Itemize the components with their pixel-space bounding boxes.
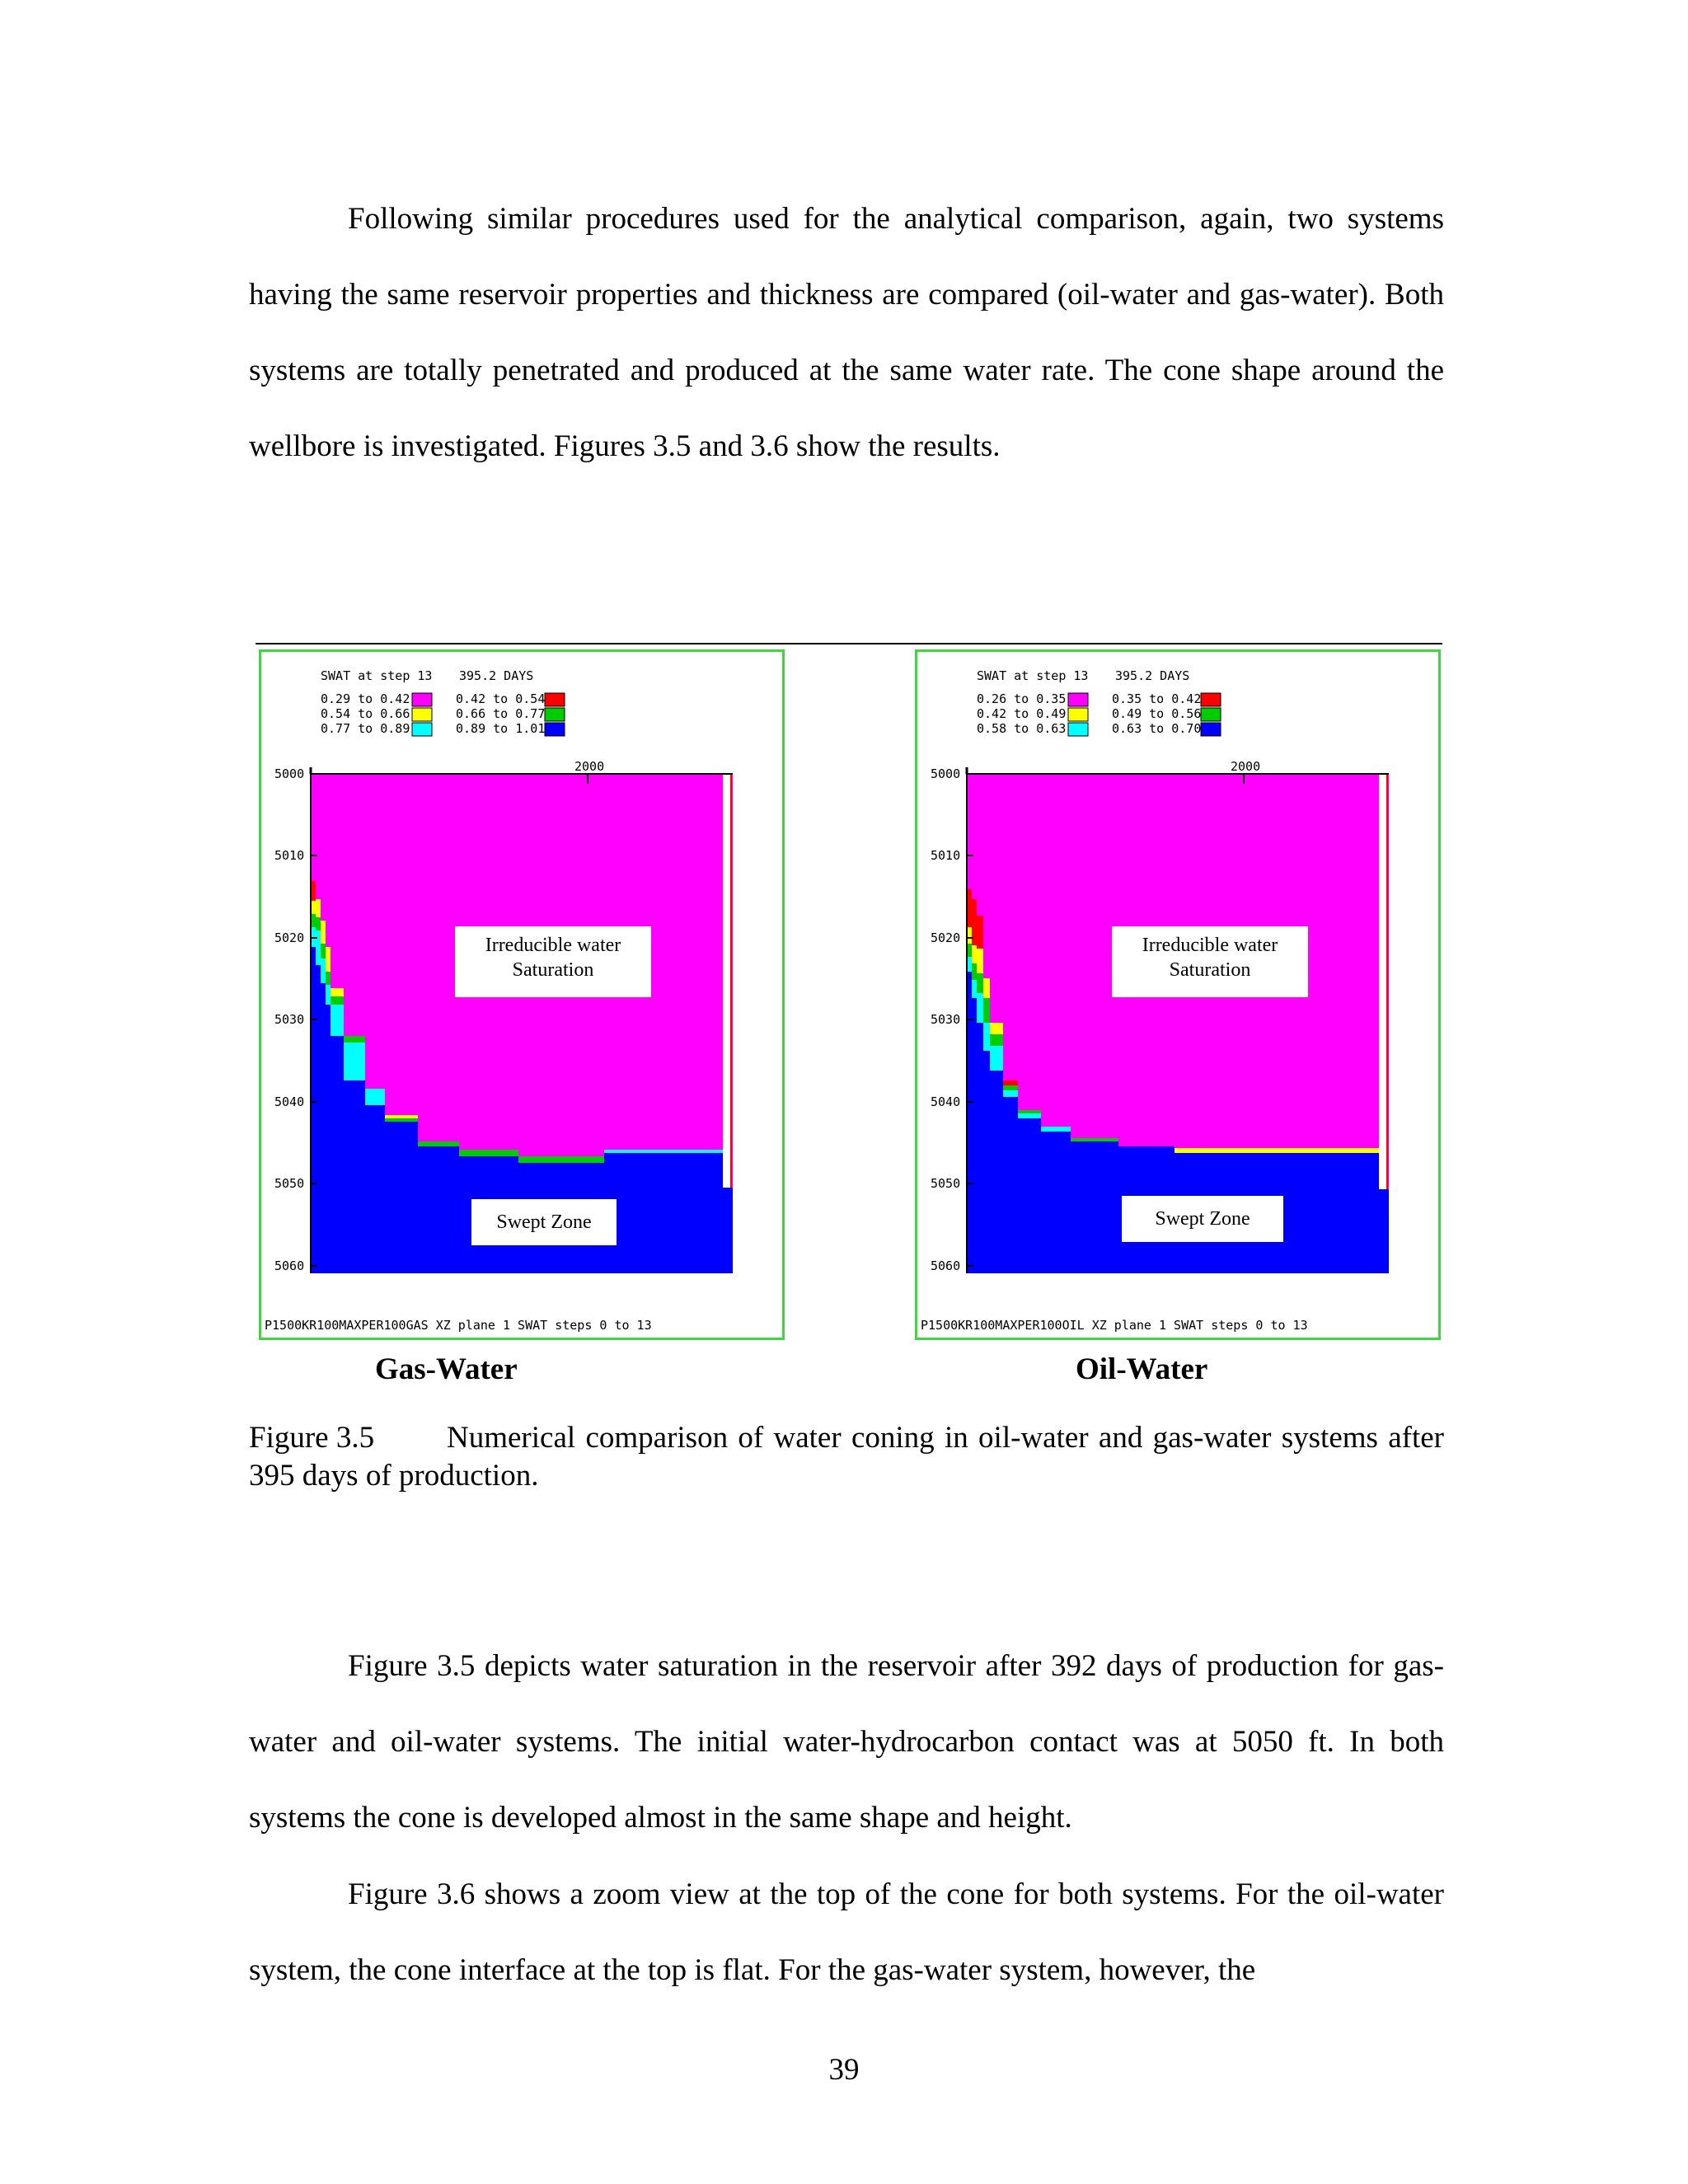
fringe-yellow <box>977 949 983 973</box>
fringe-cyan <box>365 1089 385 1105</box>
fringe-yellow <box>983 978 990 998</box>
fringe-green <box>518 1156 604 1163</box>
annotation-swept-text: Swept Zone <box>496 1212 592 1233</box>
legend-swatch-5 <box>1068 723 1088 736</box>
plot-header-step: SWAT at step 13 <box>321 668 433 683</box>
plot-header-days: 395.2 DAYS <box>1115 668 1190 683</box>
x-tick-label: 2000 <box>1231 759 1261 774</box>
fringe-green <box>418 1141 459 1146</box>
fringe-yellow <box>385 1115 418 1118</box>
legend-label-1: 0.26 to 0.35 <box>977 691 1067 706</box>
fringe-cyan <box>326 985 331 1005</box>
legend-label-6: 0.89 to 1.01 <box>456 721 546 736</box>
paragraph-figure-discussion: Figure 3.5 depicts water saturation in the reservoir after 392 days of production for gas-water and oil-water systems. The initial water-hydrocarbon contact was at 5050 ft. In both systems the cone is developed almost in the same shape and height. <box>249 1649 1444 1835</box>
fringe-yellow <box>326 947 331 972</box>
fringe-cyan <box>321 958 326 983</box>
legend-swatch-1 <box>1068 693 1088 706</box>
wellbore-column <box>723 774 731 1188</box>
fringe-green <box>326 972 331 985</box>
annotation-irreducible <box>1112 926 1308 997</box>
fringe-yellow <box>990 1023 1003 1034</box>
wellbore-column <box>1379 774 1387 1189</box>
fringe-green <box>977 973 983 993</box>
fringe-cyan <box>1003 1090 1018 1097</box>
fringe-yellow <box>331 988 344 996</box>
fringe-cyan <box>977 993 983 1023</box>
legend-swatch-3 <box>1068 708 1088 721</box>
legend-label-2: 0.42 to 0.54 <box>456 691 546 706</box>
fringe-cyan <box>604 1150 723 1153</box>
legend-label-4: 0.66 to 0.77 <box>456 706 546 721</box>
y-tick-label: 5060 <box>931 1258 961 1273</box>
legend-label-5: 0.77 to 0.89 <box>321 721 410 736</box>
paragraph-zoom-discussion: Figure 3.6 shows a zoom view at the top of the cone for both systems. For the oil-water system, the cone interface at the top is flat. For the gas-water system, however, the <box>249 1877 1444 1987</box>
page-number: 39 <box>828 2053 860 2087</box>
legend-label-2: 0.35 to 0.42 <box>1112 691 1202 706</box>
y-tick-label: 5020 <box>274 930 305 945</box>
annotation-swept <box>1122 1196 1283 1242</box>
fringe-cyan <box>1018 1113 1041 1118</box>
fringe-green <box>1018 1110 1041 1113</box>
plot-footer: P1500KR100MAXPER100GAS XZ plane 1 SWAT steps 0 to 13 <box>265 1318 652 1333</box>
fringe-yellow <box>316 899 321 917</box>
legend-label-3: 0.54 to 0.66 <box>321 706 410 721</box>
legend-label-3: 0.42 to 0.49 <box>977 706 1067 721</box>
fringe-cyan <box>316 930 321 965</box>
fringe-red <box>1003 1080 1018 1085</box>
legend <box>321 691 565 736</box>
legend-swatch-2 <box>1201 693 1221 706</box>
legend-swatch-3 <box>412 708 432 721</box>
x-tick-label: 2000 <box>574 759 605 774</box>
y-tick-label: 5000 <box>931 766 961 781</box>
fringe-cyan <box>331 1005 344 1036</box>
annotation-irreducible-line1: Irreducible water <box>485 935 621 956</box>
legend <box>977 691 1221 736</box>
panel-caption-gas-water: Gas-Water <box>375 1352 518 1386</box>
y-tick-label: 5040 <box>274 1094 305 1109</box>
legend-label-4: 0.49 to 0.56 <box>1112 706 1202 721</box>
annotation-irreducible-line2: Saturation <box>512 959 594 981</box>
legend-swatch-1 <box>412 693 432 706</box>
simulation-panel-gas-water <box>259 649 785 1340</box>
fringe-yellow <box>1175 1148 1379 1153</box>
y-tick-label: 5060 <box>274 1258 305 1273</box>
figure-caption-text: Numerical comparison of water coning in oil-water and gas-water systems after 395 days of production. <box>249 1421 1444 1493</box>
fringe-green <box>316 917 321 930</box>
fringe-green <box>385 1118 418 1122</box>
fringe-green <box>344 1036 365 1043</box>
legend-label-1: 0.29 to 0.42 <box>321 691 410 706</box>
simulation-panel-oil-water <box>915 649 1441 1340</box>
figure-top-rule <box>256 643 1442 644</box>
fringe-green <box>1071 1138 1118 1141</box>
legend-swatch-4 <box>545 708 565 721</box>
fringe-green <box>459 1150 518 1156</box>
annotation-irreducible <box>455 926 651 997</box>
legend-swatch-4 <box>1201 708 1221 721</box>
plot-header-step: SWAT at step 13 <box>977 668 1089 683</box>
paragraph-intro: Following similar procedures used for the analytical comparison, again, two systems having the same reservoir properties and thickness are compared (oil-water and gas-water). Both systems are totally penetrated and produced at the same water rate. The cone shape around the wellbore is investigated. Figures 3.5 and 3.6 show the results. <box>249 202 1444 463</box>
legend-swatch-5 <box>412 723 432 736</box>
fringe-yellow <box>321 921 326 944</box>
y-tick-label: 5010 <box>274 848 305 863</box>
annotation-swept-text: Swept Zone <box>1155 1208 1250 1230</box>
panel-caption-oil-water: Oil-Water <box>1076 1352 1208 1386</box>
y-tick-label: 5040 <box>931 1094 961 1109</box>
y-tick-label: 5050 <box>274 1176 305 1191</box>
y-tick-label: 5050 <box>931 1176 961 1191</box>
figure-caption <box>249 1419 1444 1495</box>
y-tick-label: 5010 <box>931 848 961 863</box>
fringe-green <box>972 963 977 980</box>
fringe-cyan <box>983 1023 990 1051</box>
fringe-green <box>1003 1085 1018 1090</box>
fringe-red <box>977 916 983 949</box>
fringe-cyan <box>990 1046 1003 1071</box>
annotation-irreducible-line2: Saturation <box>1169 959 1251 981</box>
legend-swatch-6 <box>1201 723 1221 736</box>
y-tick-label: 5030 <box>274 1012 305 1027</box>
legend-label-6: 0.63 to 0.70 <box>1112 721 1202 736</box>
fringe-green <box>983 998 990 1023</box>
y-tick-label: 5020 <box>931 930 961 945</box>
plot-header-days: 395.2 DAYS <box>459 668 534 683</box>
fringe-green <box>331 996 344 1005</box>
legend-swatch-2 <box>545 693 565 706</box>
fringe-cyan <box>344 1043 365 1080</box>
fringe-cyan <box>1041 1127 1071 1132</box>
plot-footer: P1500KR100MAXPER100OIL XZ plane 1 SWAT steps 0 to 13 <box>921 1318 1308 1333</box>
fringe-cyan <box>972 980 977 998</box>
y-tick-label: 5000 <box>274 766 305 781</box>
annotation-swept <box>471 1199 617 1245</box>
fringe-yellow <box>972 945 977 963</box>
y-tick-label: 5030 <box>931 1012 961 1027</box>
figure-caption-label: Figure 3.5 <box>249 1421 375 1455</box>
fringe-green <box>321 944 326 958</box>
annotation-irreducible-line1: Irreducible water <box>1142 935 1278 956</box>
legend-label-5: 0.58 to 0.63 <box>977 721 1067 736</box>
fringe-green <box>990 1034 1003 1046</box>
legend-swatch-6 <box>545 723 565 736</box>
